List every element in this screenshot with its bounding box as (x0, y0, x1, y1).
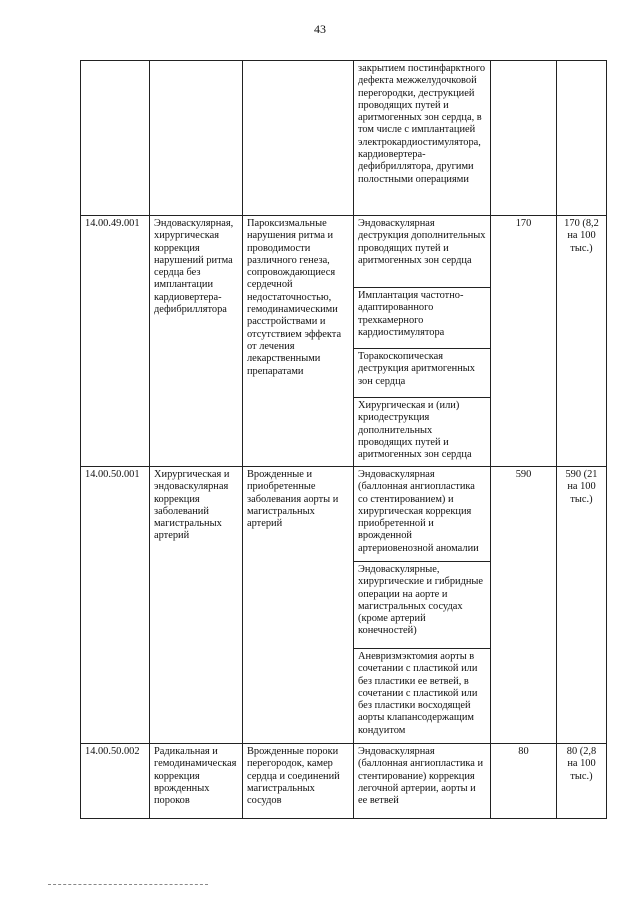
cost-cell: 170 (491, 216, 557, 467)
method-cell: Эндоваскулярные, хирургические и гибридные операции на аорте и магистральных сосудах (кроме артерий конечностей) (354, 562, 491, 649)
table-row (81, 61, 607, 216)
table-row (81, 216, 607, 288)
method-cell: Хирургическая и (или) криодеструкция дополнительных проводящих путей и аритмогенных зон сердца (354, 398, 491, 467)
footer-rule (48, 884, 208, 886)
service-name (150, 61, 243, 216)
table-row (81, 744, 607, 819)
table-row (81, 467, 607, 562)
method-cell: Имплантация частотно-адаптированного трехкамерного кардиостимулятора (354, 288, 491, 349)
limit-cell: 170 (8,2 на 100 тыс.) (557, 216, 607, 467)
disease-cell: Пароксизмальные нарушения ритма и проводимости различного генеза, сопровождающиеся сердечной недостаточностью, гемодинамическими расстройствами и отсутствием эффекта от лечения лекарственными препаратами (243, 216, 354, 467)
method-cell: Эндоваскулярная деструкция дополнительных проводящих путей и аритмогенных зон сердца (354, 216, 491, 288)
services-table (80, 60, 607, 819)
service-code: 14.00.50.002 (81, 744, 150, 819)
method-cell: закрытием постинфарктного дефекта межжелудочковой перегородки, деструкцией проводящих путей и аритмогенных зон сердца, в том числе с имплантацией электрокардиостимулятора, кардиовертера-дефибриллятора, другими полостными операциями (354, 61, 491, 216)
method-cell: Эндоваскулярная (баллонная ангиопластика со стентированием) и хирургическая коррекция приобретенной и врожденной артериовенозной аномалии (354, 467, 491, 562)
service-code: 14.00.49.001 (81, 216, 150, 467)
cost-cell (491, 61, 557, 216)
cost-cell: 590 (491, 467, 557, 744)
service-name: Радикальная и гемодинамическая коррекция врожденных пороков (150, 744, 243, 819)
service-name: Эндоваскулярная, хирургическая коррекция нарушений ритма сердца без имплантации кардиовертера-дефибриллятора (150, 216, 243, 467)
limit-cell (557, 61, 607, 216)
method-cell: Эндоваскулярная (баллонная ангиопластика и стентирование) коррекция легочной артерии, аорты и ее ветвей (354, 744, 491, 819)
service-name: Хирургическая и эндоваскулярная коррекция заболеваний магистральных артерий (150, 467, 243, 744)
limit-cell: 590 (21 на 100 тыс.) (557, 467, 607, 744)
method-cell: Торакоскопическая деструкция аритмогенных зон сердца (354, 349, 491, 398)
cost-cell: 80 (491, 744, 557, 819)
page-number: 43 (314, 22, 326, 36)
disease-cell: Врожденные пороки перегородок, камер сердца и соединений магистральных сосудов (243, 744, 354, 819)
service-code: 14.00.50.001 (81, 467, 150, 744)
disease-cell (243, 61, 354, 216)
service-code (81, 61, 150, 216)
disease-cell: Врожденные и приобретенные заболевания аорты и магистральных артерий (243, 467, 354, 744)
limit-cell: 80 (2,8 на 100 тыс.) (557, 744, 607, 819)
method-cell: Аневризмэктомия аорты в сочетании с пластикой или без пластики ее ветвей, в сочетании с пластикой или без пластики восходящей аорты клапансодержащим кондуитом (354, 649, 491, 744)
